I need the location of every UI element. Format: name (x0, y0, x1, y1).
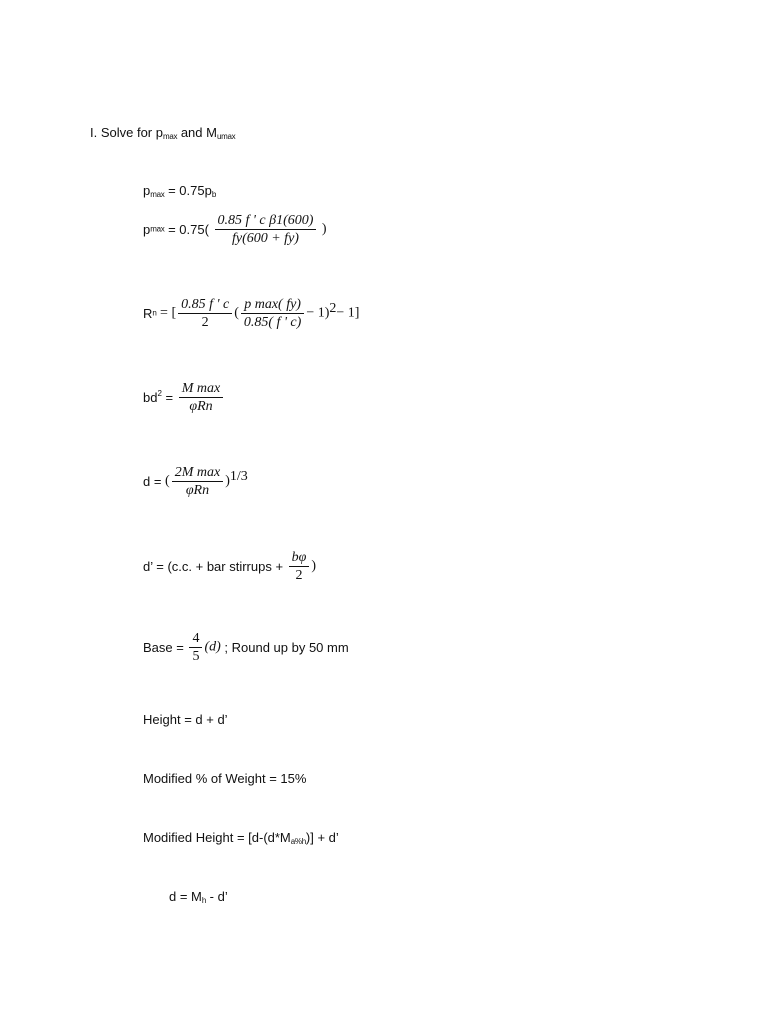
equation-pmax-expanded: pmax = 0.75( $\frac{\text{0.85 f ' c β1(600)}}{fy(600 + fy)}$ ) (143, 213, 327, 246)
fraction: $\frac{\text{M max}}{\text{φRn}}$ (179, 380, 224, 415)
fraction: $\frac{b\varphi}{2}$ (289, 549, 310, 584)
fraction: $\frac{0.85 f ' c}{2}$ (178, 296, 232, 331)
equation-rn: Rn = [ $\frac{0.85 f ' c}{2}$ ( $\frac{\text{p max( fy)}}{0.85( f ' c)}$ − 1)2− 1] (143, 297, 360, 330)
fraction: $\frac{\text{2M max}}{\text{φRn}}$ (172, 464, 224, 499)
equation-d: d = ( $\frac{\text{2M max}}{\text{φRn}}$ )1/3 (143, 465, 248, 498)
fraction: $\frac{\text{p max( fy)}}{0.85( f ' c)}$ (241, 296, 304, 331)
equation-height: Height = d + d’ (143, 712, 228, 727)
fraction: $\frac{4}{5}$ (189, 630, 202, 665)
equation-modified-height: Modified Height = $[d-(d*M_{a\%h})] + d$’ (143, 830, 339, 846)
equation-d-final: $d = M_h - d$’ (169, 889, 228, 905)
equation-d-prime: d’ = (c.c. + bar stirrups + $\frac{b\varphi}{2}$ ) (143, 550, 317, 583)
fraction: $\frac{\text{0.85 f ' c β1(600)}}{fy(600 + fy)}$ (215, 212, 317, 247)
equation-pmax: $p_{max} = 0.75p_b$ (143, 183, 216, 199)
equation-modified-weight: Modified % of Weight = 15% (143, 771, 307, 786)
equation-bd2: $bd^2$ = $\frac{\text{M max}}{\text{φRn}}$ (143, 380, 225, 415)
section-heading: I. Solve for $p_{max}$ and $M_{umax}$ (90, 125, 236, 141)
equation-base: Base = $\frac{4}{5}$ (d) ; Round up by 50 mm (143, 631, 349, 664)
